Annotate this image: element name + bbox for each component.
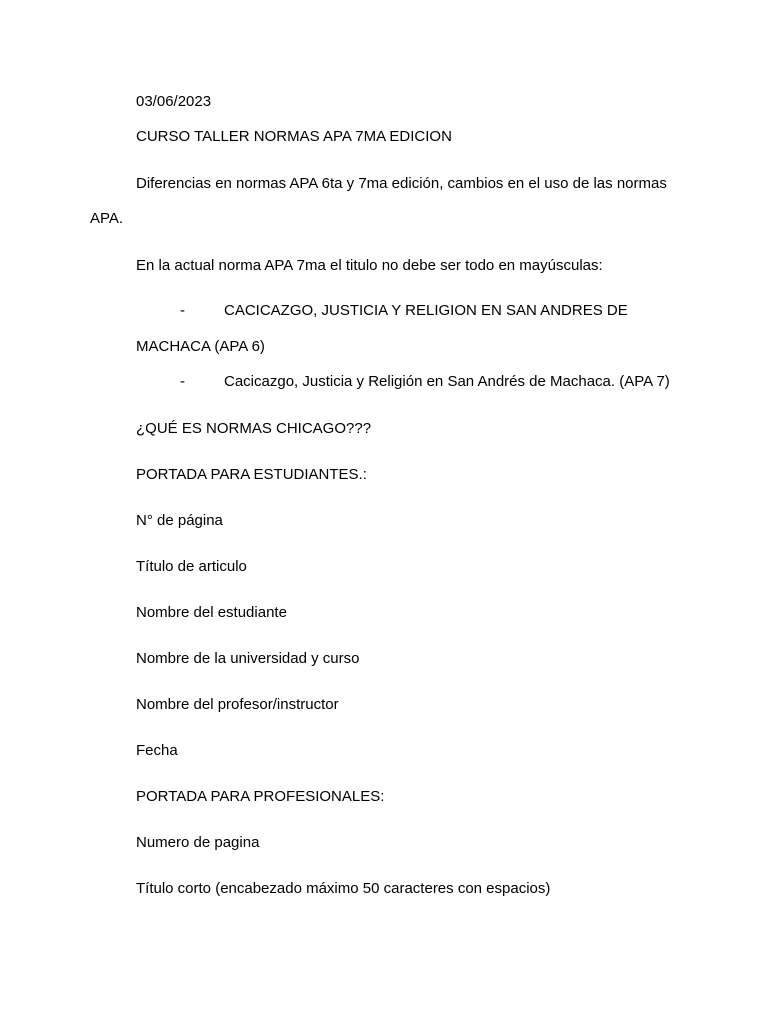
date-line: 03/06/2023 (136, 93, 212, 110)
differences-paragraph-line2: APA. (90, 210, 124, 227)
students-cover-item: Nombre del estudiante (136, 604, 287, 621)
example-apa7: Cacicazgo, Justicia y Religión en San Andrés de Machaca. (APA 7) (224, 373, 670, 390)
title-rule-paragraph: En la actual norma APA 7ma el titulo no debe ser todo en mayúsculas: (136, 257, 603, 274)
students-cover-item: Nombre de la universidad y curso (136, 650, 360, 667)
example-apa6-line2: MACHACA (APA 6) (136, 338, 265, 355)
differences-paragraph-line1: Diferencias en normas APA 6ta y 7ma edición, cambios en el uso de las normas (136, 175, 667, 192)
example-apa6-line1: CACICAZGO, JUSTICIA Y RELIGION EN SAN ANDRES DE (224, 302, 628, 319)
professionals-cover-heading: PORTADA PARA PROFESIONALES: (136, 788, 385, 805)
chicago-question: ¿QUÉ ES NORMAS CHICAGO??? (136, 420, 372, 437)
bullet-dash-1: - (180, 302, 185, 319)
professionals-cover-item: Numero de pagina (136, 834, 260, 851)
course-title: CURSO TALLER NORMAS APA 7MA EDICION (136, 128, 452, 145)
students-cover-item: Nombre del profesor/instructor (136, 696, 339, 713)
students-cover-item: Título de articulo (136, 558, 247, 575)
students-cover-heading: PORTADA PARA ESTUDIANTES.: (136, 466, 367, 483)
students-cover-item: Fecha (136, 742, 178, 759)
professionals-cover-item: Título corto (encabezado máximo 50 caracteres con espacios) (136, 880, 551, 897)
bullet-dash-2: - (180, 373, 185, 390)
students-cover-item: N° de página (136, 512, 223, 529)
